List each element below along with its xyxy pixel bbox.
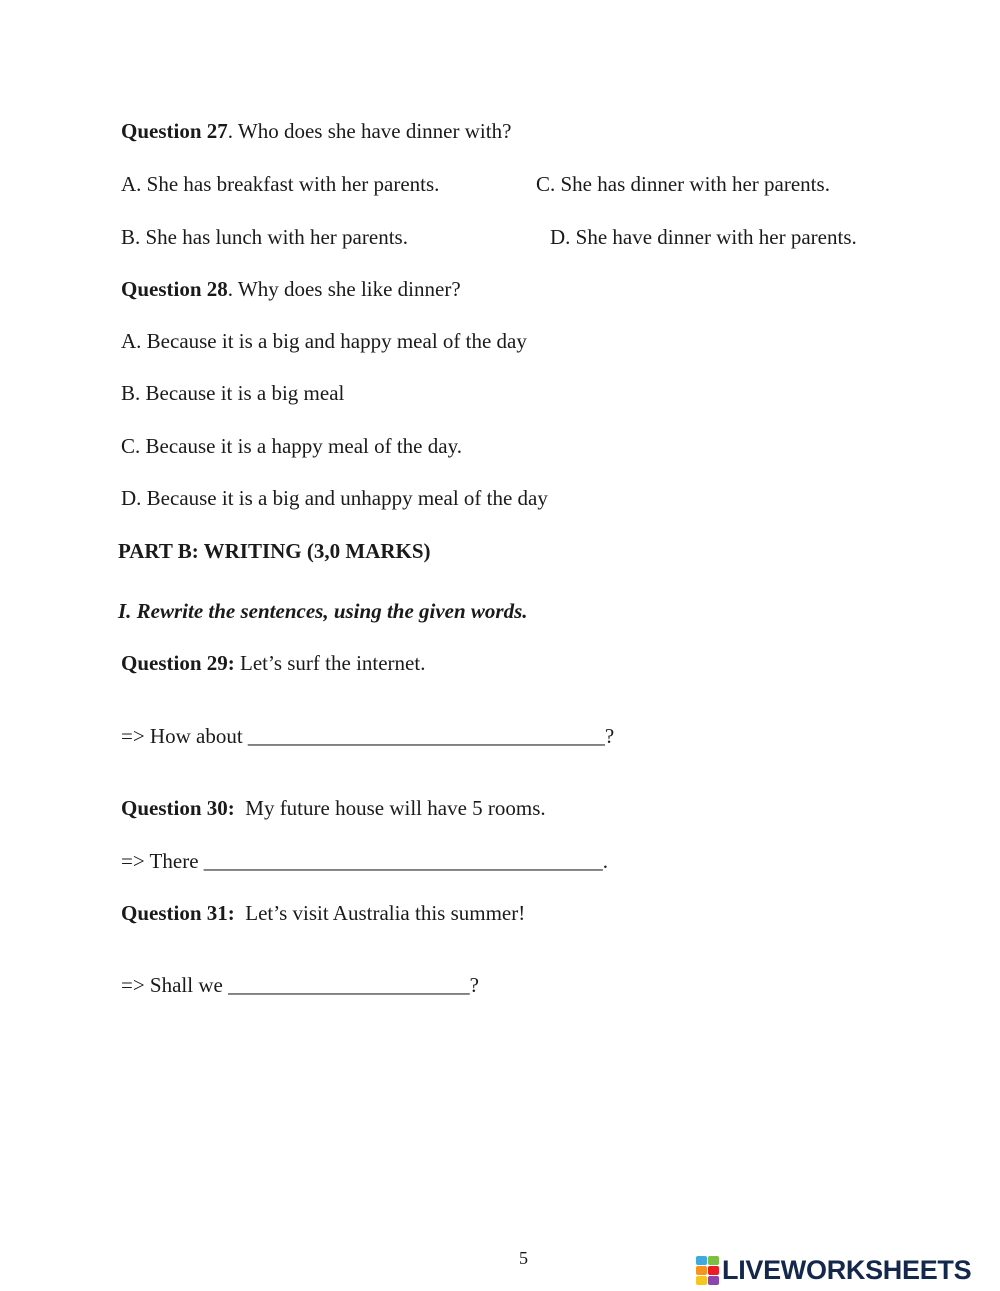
liveworksheets-brand	[696, 1255, 971, 1285]
logo-block	[696, 1276, 707, 1285]
question-28-text: . Why does she like dinner?	[227, 277, 461, 301]
question-30-text: My future house will have 5 rooms.	[234, 796, 546, 820]
part-b-heading: PART B: WRITING (3,0 MARKS)	[118, 539, 431, 563]
question-31-text: Let’s visit Australia this summer!	[234, 901, 526, 925]
question-29-answer-line: => How about __________________________________?	[121, 724, 615, 748]
q27-option-d: D. She have dinner with her parents.	[550, 225, 857, 249]
question-27-title	[121, 121, 511, 142]
question-31-answer-line: => Shall we _______________________?	[121, 973, 479, 997]
q27-option-a: A. She has breakfast with her parents.	[121, 172, 440, 196]
question-29-label: Question 29:	[121, 651, 235, 675]
question-29-text: Let’s surf the internet.	[234, 651, 426, 675]
liveworksheets-logo-icon	[696, 1256, 719, 1285]
q28-option-a: A. Because it is a big and happy meal of the day	[121, 329, 527, 353]
q28-option-c: C. Because it is a happy meal of the day.	[121, 434, 462, 458]
q27-option-c: C. She has dinner with her parents.	[536, 172, 830, 196]
question-31-label: Question 31:	[121, 901, 235, 925]
q27-option-b: B. She has lunch with her parents.	[121, 225, 408, 249]
page-number: 5	[519, 1248, 528, 1268]
question-30-answer-line: => There ______________________________________.	[121, 849, 609, 873]
logo-block	[708, 1276, 719, 1285]
logo-block	[708, 1266, 719, 1275]
logo-block	[696, 1256, 707, 1265]
question-30-label: Question 30:	[121, 796, 235, 820]
question-28-label: Question 28	[121, 277, 228, 301]
question-31-title	[121, 903, 525, 924]
q28-option-b: B. Because it is a big meal	[121, 381, 345, 405]
part-b-instruction: I. Rewrite the sentences, using the given words.	[118, 599, 528, 623]
logo-block	[708, 1256, 719, 1265]
logo-block	[696, 1266, 707, 1275]
question-29-title	[121, 653, 425, 674]
question-30-title	[121, 798, 546, 819]
question-27-text: . Who does she have dinner with?	[227, 119, 512, 143]
liveworksheets-brand-text: LIVEWORKSHEETS	[722, 1254, 972, 1285]
question-27-label: Question 27	[121, 119, 228, 143]
q28-option-d: D. Because it is a big and unhappy meal of the day	[121, 486, 548, 510]
question-28-title	[121, 279, 461, 300]
